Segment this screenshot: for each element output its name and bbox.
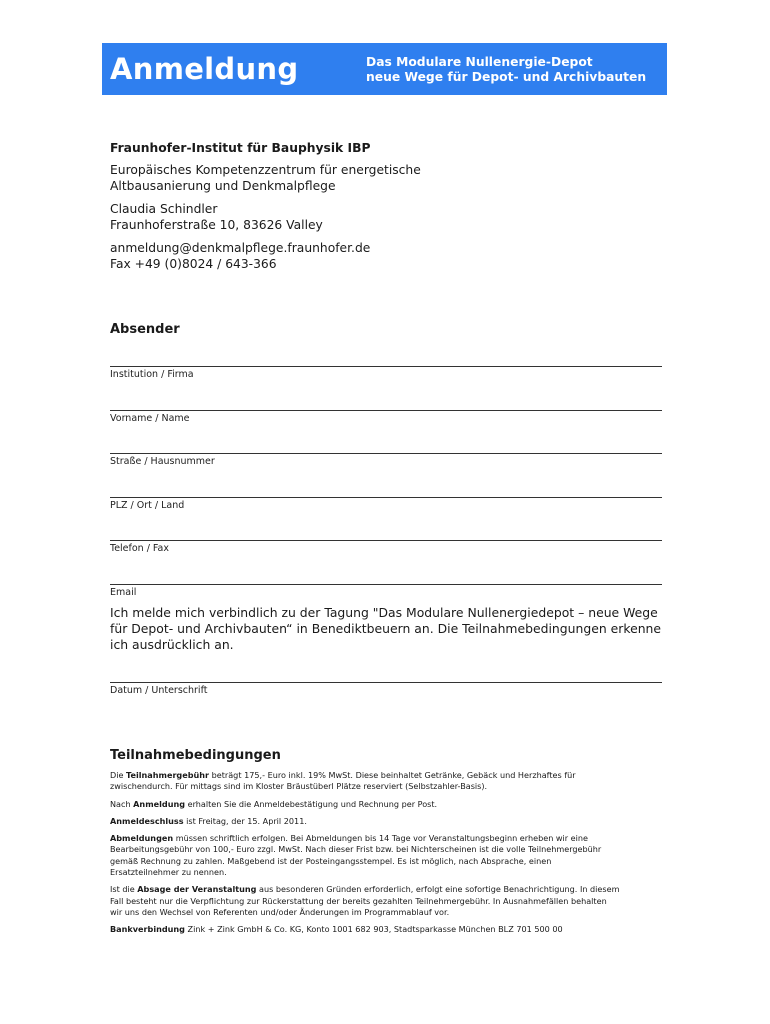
signature-label: Datum / Unterschrift xyxy=(110,685,208,696)
center-name xyxy=(110,162,670,194)
event-cancel-line1-wrap xyxy=(110,884,666,895)
institution-field[interactable] xyxy=(110,366,662,381)
bank-bold: Bankverbindung xyxy=(110,924,185,935)
conditions-title: Teilnahmebedingungen xyxy=(110,748,281,763)
bank-line xyxy=(110,924,666,935)
bank-post: Zink + Zink GmbH & Co. KG, Konto 1001 682 903, Stadtsparkasse München BLZ 701 500 00 xyxy=(184,924,563,935)
declaration-line3: ich ausdrücklich an. xyxy=(110,637,234,652)
fee-bold: Teilnahmergebühr xyxy=(126,770,210,780)
contact-block xyxy=(110,201,670,233)
sender-section-title: Absender xyxy=(110,322,180,337)
institution-label: Institution / Firma xyxy=(110,369,194,380)
cancellation-line1-wrap xyxy=(110,833,666,844)
event-cancel-line1: aus besonderen Gründen erforderlich, erfolgt eine sofortige Benachrichtigung. In diesem xyxy=(256,884,620,895)
contact-name: Claudia Schindler xyxy=(110,202,218,216)
declaration-line1: Ich melde mich verbindlich zu der Tagung "Das Modulare Nullenergiedepot – neue Wege xyxy=(110,605,658,620)
name-label: Vorname / Name xyxy=(110,413,190,424)
email-field[interactable] xyxy=(110,584,662,599)
center-line1: Europäisches Kompetenzzentrum für energetische xyxy=(110,163,421,177)
cancellation-line3: gemäß Rechnung zu zahlen. Maßgebend ist der Posteingangsstempel. Es ist möglich, nach Absprache, einen xyxy=(110,855,552,866)
event-cancel-line3: wir uns den Wechsel von Referenten und/oder Änderungen im Programmablauf vor. xyxy=(110,906,450,917)
event-cancel-line2: Fall besteht nur die Verpflichtung zur Rückerstattung der bereits gezahlten Teilnehmergebühr. In Ausnahmefällen behalten xyxy=(110,895,607,906)
cancellation-bold: Abmeldungen xyxy=(110,833,174,844)
event-subtitle-line2: neue Wege für Depot- und Archivbauten xyxy=(366,70,647,84)
phone-label: Telefon / Fax xyxy=(110,543,169,554)
fee-paragraph xyxy=(110,770,666,793)
fee-line1: beträgt 175,- Euro inkl. 19% MwSt. Diese beinhaltet Getränke, Gebäck und Herzhaftes für xyxy=(209,770,576,780)
registration-paragraph xyxy=(110,799,666,810)
event-subtitle-line1: Das Modulare Nullenergie-Depot xyxy=(366,55,593,69)
deadline-bold: Anmeldeschluss xyxy=(110,815,184,826)
email-label: Email xyxy=(110,587,137,598)
cancellation-line2: Bearbeitungsgebühr von 100,- Euro zzgl. MwSt. Nach dieser Frist bzw. bei Nichterscheinen ist die volle Teilnehmergebühr xyxy=(110,844,602,855)
bank-paragraph xyxy=(110,924,666,935)
deadline-paragraph xyxy=(110,816,666,827)
contact-fax: Fax +49 (0)8024 / 643-366 xyxy=(110,257,277,271)
fee-pre: Die xyxy=(110,770,127,780)
contact-email[interactable]: anmeldung@denkmalpflege.fraunhofer.de xyxy=(110,241,371,255)
contact-channels xyxy=(110,240,670,272)
fee-line1-wrap xyxy=(110,770,666,781)
registration-bold: Anmeldung xyxy=(133,798,186,809)
street-label: Straße / Hausnummer xyxy=(110,456,215,467)
deadline-line xyxy=(110,816,666,827)
event-subtitle xyxy=(366,55,646,85)
deadline-post: ist Freitag, der 15. April 2011. xyxy=(183,815,307,826)
city-field[interactable] xyxy=(110,497,662,512)
header-banner xyxy=(102,43,667,95)
registration-line xyxy=(110,799,666,810)
fee-line2: zwischendurch. Für mittags sind im Kloster Bräustüberl Plätze reserviert (Selbstzahler-Basis). xyxy=(110,781,488,792)
cancellation-paragraph xyxy=(110,833,666,878)
recipient-address xyxy=(110,140,670,279)
event-cancel-pre: Ist die xyxy=(110,884,138,895)
declaration-line2: für Depot- und Archivbauten“ in Benediktbeuern an. Die Teilnahmebedingungen erkenne xyxy=(110,621,662,636)
signature-field[interactable] xyxy=(110,682,662,697)
page-title: Anmeldung xyxy=(110,52,299,86)
registration-post: erhalten Sie die Anmeldebestätigung und Rechnung per Post. xyxy=(185,798,438,809)
street-field[interactable] xyxy=(110,453,662,468)
name-field[interactable] xyxy=(110,410,662,425)
institute-name: Fraunhofer-Institut für Bauphysik IBP xyxy=(110,141,371,155)
phone-field[interactable] xyxy=(110,540,662,555)
registration-pre: Nach xyxy=(110,798,134,809)
cancellation-line1: müssen schriftlich erfolgen. Bei Abmeldungen bis 14 Tage vor Veranstaltungsbeginn erheben wir eine xyxy=(173,833,589,844)
city-label: PLZ / Ort / Land xyxy=(110,500,185,511)
registration-declaration xyxy=(110,605,670,653)
event-cancel-paragraph xyxy=(110,884,666,918)
center-line2: Altbausanierung und Denkmalpflege xyxy=(110,179,336,193)
contact-street: Fraunhoferstraße 10, 83626 Valley xyxy=(110,218,323,232)
event-cancel-bold: Absage der Veranstaltung xyxy=(137,884,257,895)
cancellation-line4: Ersatzteilnehmer zu nennen. xyxy=(110,867,227,878)
conditions-body xyxy=(110,770,666,942)
